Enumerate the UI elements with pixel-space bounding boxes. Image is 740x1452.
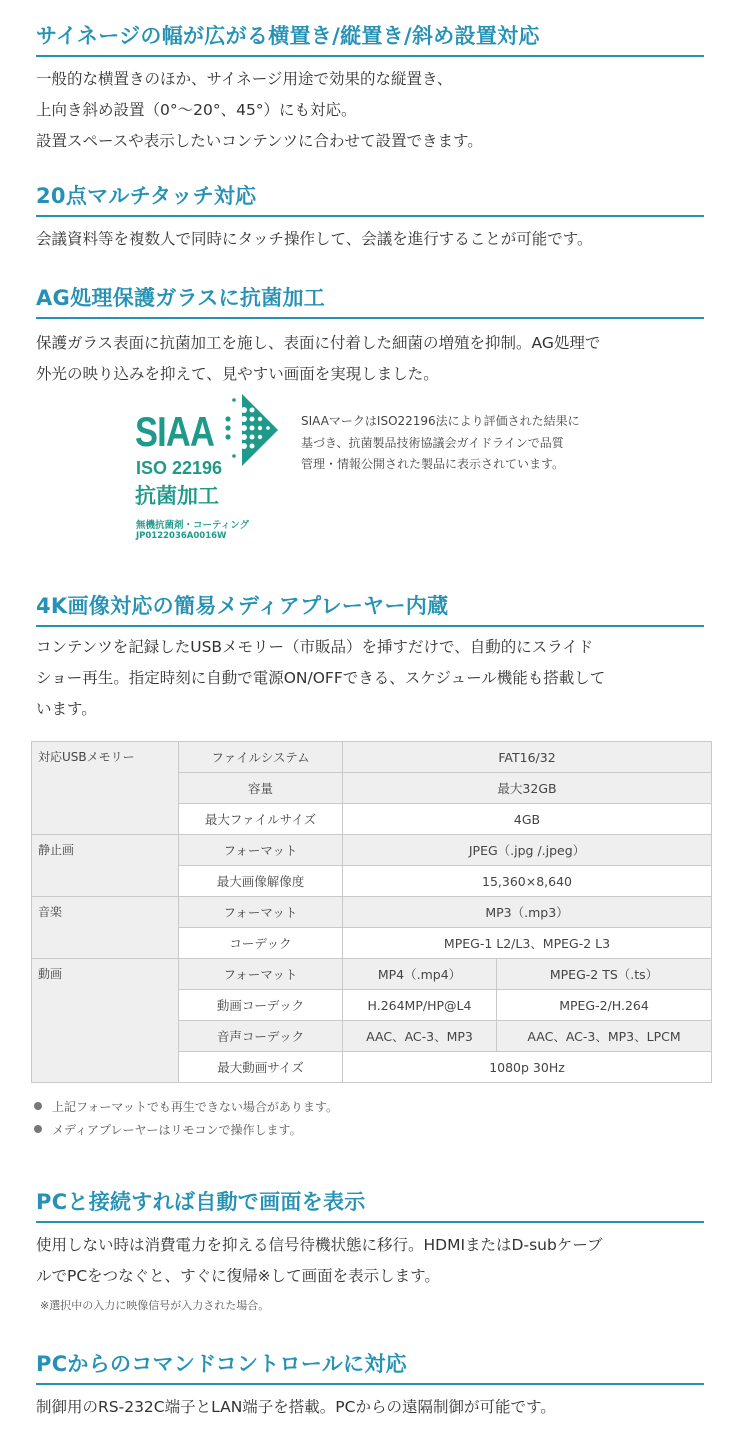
section-heading: 20点マルチタッチ対応 — [36, 182, 704, 217]
section-antibacterial — [36, 284, 704, 319]
siaa-description-line: 管理・情報公開された製品に表示されています。 — [301, 457, 565, 471]
table-category: 対応USBメモリー — [32, 742, 179, 835]
table-cell: MP3（.mp3） — [343, 897, 712, 928]
table-cell: 最大32GB — [343, 773, 712, 804]
table-category: 静止画 — [32, 835, 179, 897]
table-subheader: 最大ファイルサイズ — [179, 804, 343, 835]
section-body — [36, 224, 704, 255]
siaa-logo-text: SIAA — [135, 408, 215, 455]
siaa-description-line: 基づき、抗菌製品技術協議会ガイドラインで品質 — [301, 435, 564, 450]
table-cell: AAC、AC-3、MP3、LPCM — [497, 1021, 712, 1052]
siaa-logo — [130, 392, 290, 552]
table-subheader: 音声コーデック — [179, 1021, 343, 1052]
body-line: 外光の映り込みを抑えて、見やすい画面を実現しました。 — [36, 365, 439, 383]
bullet-icon — [34, 1102, 42, 1110]
siaa-code: JP0122036A0016W — [136, 531, 227, 541]
note-text: メディアプレーヤーはリモコンで操作します。 — [52, 1123, 302, 1137]
siaa-sub-label: 無機抗菌剤・コーティング — [136, 520, 250, 531]
body-line: 設置スペースや表示したいコンテンツに合わせて設置できます。 — [36, 132, 483, 150]
section-heading: AG処理保護ガラスに抗菌加工 — [36, 284, 704, 319]
table-row — [32, 835, 712, 866]
list-item — [34, 1096, 338, 1119]
table-cell: MPEG-2 TS（.ts） — [497, 959, 712, 990]
body-line: 上向き斜め設置（0°～20°、45°）にも対応。 — [36, 101, 357, 119]
table-category: 音楽 — [32, 897, 179, 959]
table-cell: MPEG-1 L2/L3、MPEG-2 L3 — [343, 928, 712, 959]
body-line: コンテンツを記録したUSBメモリー（市販品）を挿すだけで、自動的にスライド — [36, 638, 594, 656]
section-body — [36, 1230, 704, 1292]
table-subheader: フォーマット — [179, 835, 343, 866]
section-heading: PCからのコマンドコントロールに対応 — [36, 1350, 704, 1385]
note-text: 上記フォーマットでも再生できない場合があります。 — [52, 1100, 338, 1114]
table-cell: 4GB — [343, 804, 712, 835]
table-cell: H.264MP/HP@L4 — [343, 990, 497, 1021]
siaa-description — [301, 411, 631, 476]
body-line: ルでPCをつなぐと、すぐに復帰※して画面を表示します。 — [36, 1267, 440, 1285]
table-cell: MPEG-2/H.264 — [497, 990, 712, 1021]
table-subheader: フォーマット — [179, 897, 343, 928]
section-command-control — [36, 1350, 704, 1385]
body-line: ショー再生。指定時刻に自動で電源ON/OFFできる、スケジュール機能も搭載して — [36, 669, 606, 687]
table-cell: 15,360×8,640 — [343, 866, 712, 897]
section-auto-display — [36, 1188, 704, 1223]
table-subheader: 最大画像解像度 — [179, 866, 343, 897]
section-heading: PCと接続すれば自動で画面を表示 — [36, 1188, 704, 1223]
table-subheader: ファイルシステム — [179, 742, 343, 773]
table-row — [32, 959, 712, 990]
table-subheader: 容量 — [179, 773, 343, 804]
table-subheader: 最大動画サイズ — [179, 1052, 343, 1083]
section-media-player — [36, 592, 704, 627]
table-subheader: 動画コーデック — [179, 990, 343, 1021]
section-body — [36, 632, 704, 725]
table-cell: FAT16/32 — [343, 742, 712, 773]
bullet-icon — [34, 1125, 42, 1133]
table-subheader: フォーマット — [179, 959, 343, 990]
body-line: 会議資料等を複数人で同時にタッチ操作して、会議を進行することが可能です。 — [36, 230, 593, 248]
list-item — [34, 1119, 338, 1142]
siaa-iso-text: ISO 22196 — [136, 458, 223, 478]
section-multitouch — [36, 182, 704, 217]
table-cell: JPEG（.jpg /.jpeg） — [343, 835, 712, 866]
body-line: 制御用のRS-232C端子とLAN端子を搭載。PCからの遠隔制御が可能です。 — [36, 1398, 556, 1416]
body-line: 使用しない時は消費電力を抑える信号待機状態に移行。HDMIまたはD-subケーブ — [36, 1236, 603, 1254]
table-subheader: コーデック — [179, 928, 343, 959]
section-body — [36, 64, 704, 157]
siaa-diamond-icon — [222, 392, 280, 470]
table-cell: 1080p 30Hz — [343, 1052, 712, 1083]
notes-list — [34, 1096, 338, 1142]
body-line: 一般的な横置きのほか、サイネージ用途で効果的な縦置き、 — [36, 70, 453, 88]
siaa-label: 抗菌加工 — [135, 484, 219, 508]
section-heading: 4K画像対応の簡易メディアプレーヤー内蔵 — [36, 592, 704, 627]
table-cell: AAC、AC-3、MP3 — [343, 1021, 497, 1052]
section-footnote: ※選択中の入力に映像信号が入力された場合。 — [40, 1299, 270, 1312]
spec-table — [31, 741, 712, 1083]
section-body — [36, 1392, 704, 1423]
table-category: 動画 — [32, 959, 179, 1083]
siaa-description-line: SIAAマークはISO22196法により評価された結果に — [301, 414, 580, 428]
section-installation — [36, 22, 704, 57]
table-cell: MP4（.mp4） — [343, 959, 497, 990]
table-row — [32, 897, 712, 928]
section-heading: サイネージの幅が広がる横置き/縦置き/斜め設置対応 — [36, 22, 704, 57]
body-line: 保護ガラス表面に抗菌加工を施し、表面に付着した細菌の増殖を抑制。AG処理で — [36, 334, 601, 352]
section-body — [36, 328, 704, 390]
table-row — [32, 742, 712, 773]
body-line: います。 — [36, 700, 97, 718]
